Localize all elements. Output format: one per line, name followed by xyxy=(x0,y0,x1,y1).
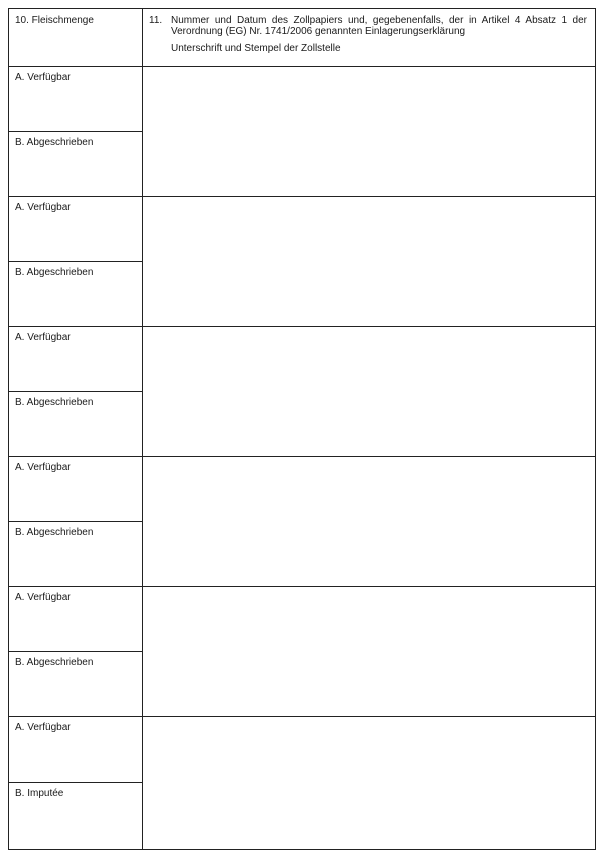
quantity-column xyxy=(9,67,143,196)
field-11-heading xyxy=(149,15,587,37)
available-cell[interactable] xyxy=(9,327,142,392)
quantity-column xyxy=(9,717,143,849)
customs-entry-cell[interactable] xyxy=(143,327,595,456)
entry-block-2 xyxy=(9,197,595,327)
written-off-label: B. Abgeschrieben xyxy=(15,136,94,148)
available-cell[interactable] xyxy=(9,717,142,783)
field-10-cell xyxy=(9,9,143,66)
available-cell[interactable] xyxy=(9,67,142,132)
field-11-cell xyxy=(143,9,595,66)
quantity-column xyxy=(9,587,143,716)
customs-entry-cell[interactable] xyxy=(143,587,595,716)
field-11-text: Nummer und Datum des Zollpapiers und, gegebenenfalls, der in Artikel 4 Absatz 1 der Verordnung (EG) Nr. 1741/2006 genannten Einlagerungserklärung xyxy=(171,15,587,37)
written-off-label: B. Abgeschrieben xyxy=(15,266,94,278)
available-cell[interactable] xyxy=(9,197,142,262)
customs-entry-cell[interactable] xyxy=(143,67,595,196)
written-off-cell[interactable] xyxy=(9,392,142,457)
field-11-subtext: Unterschrift und Stempel der Zollstelle xyxy=(171,43,341,54)
available-label: A. Verfügbar xyxy=(15,722,71,733)
available-cell[interactable] xyxy=(9,457,142,522)
customs-entry-cell[interactable] xyxy=(143,197,595,326)
written-off-cell[interactable] xyxy=(9,132,142,197)
quantity-column xyxy=(9,457,143,586)
entry-block-3 xyxy=(9,327,595,457)
entry-block-6 xyxy=(9,717,595,849)
available-cell[interactable] xyxy=(9,587,142,652)
customs-entry-cell[interactable] xyxy=(143,717,595,849)
quantity-column xyxy=(9,327,143,456)
header-row xyxy=(9,9,595,67)
imputed-cell[interactable] xyxy=(9,783,142,849)
available-label: A. Verfügbar xyxy=(15,202,71,213)
form-table xyxy=(8,8,596,850)
available-label: A. Verfügbar xyxy=(15,462,71,473)
written-off-label: B. Abgeschrieben xyxy=(15,526,94,538)
field-10-label: 10. Fleischmenge xyxy=(15,15,94,26)
available-label: A. Verfügbar xyxy=(15,72,71,83)
imputed-label: B. Imputée xyxy=(15,788,64,799)
entry-block-1 xyxy=(9,67,595,197)
written-off-label: B. Abgeschrieben xyxy=(15,656,94,668)
field-11-number: 11. xyxy=(149,15,163,26)
written-off-cell[interactable] xyxy=(9,522,142,587)
entry-block-5 xyxy=(9,587,595,717)
available-label: A. Verfügbar xyxy=(15,592,71,603)
quantity-column xyxy=(9,197,143,326)
written-off-label: B. Abgeschrieben xyxy=(15,396,94,408)
written-off-cell[interactable] xyxy=(9,652,142,717)
available-label: A. Verfügbar xyxy=(15,332,71,343)
customs-entry-cell[interactable] xyxy=(143,457,595,586)
written-off-cell[interactable] xyxy=(9,262,142,327)
entry-block-4 xyxy=(9,457,595,587)
